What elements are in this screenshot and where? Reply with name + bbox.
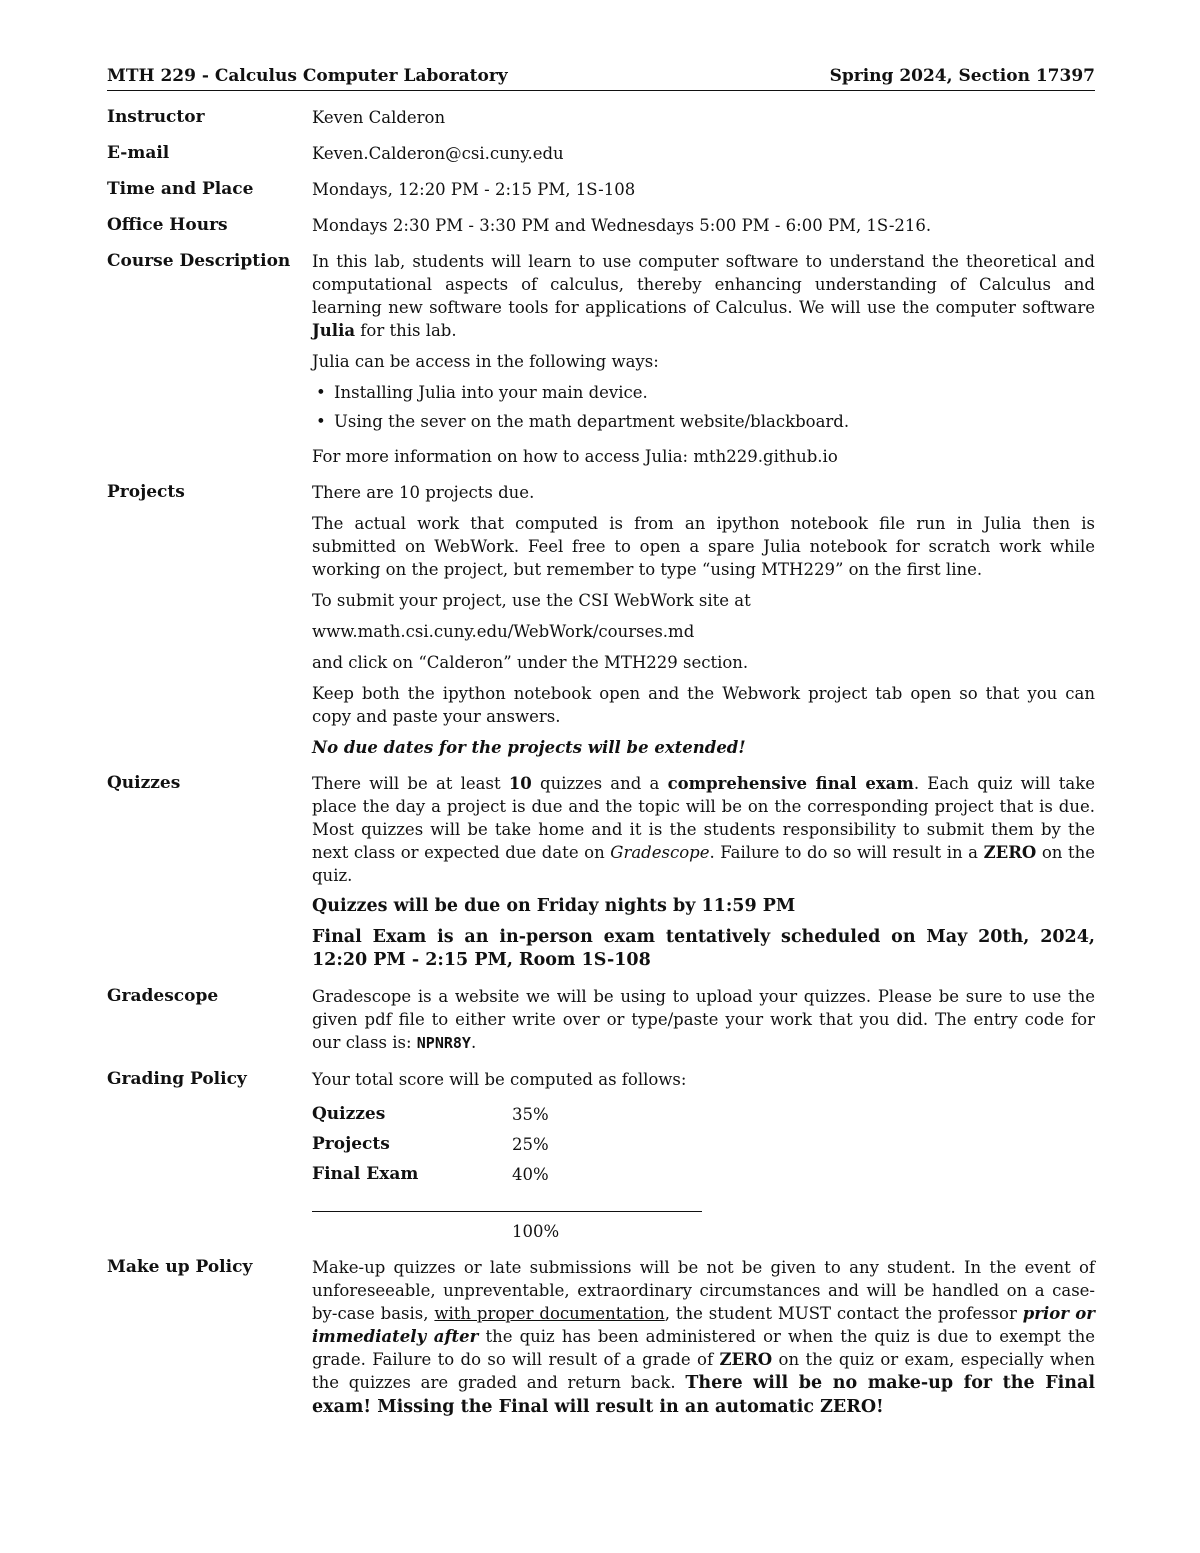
email-value: Keven.Calderon@csi.cuny.edu [312, 144, 564, 163]
grading-policy-row [107, 1068, 1095, 1243]
office-hours-row [107, 214, 1095, 237]
gradescope-description: Gradescope is a website we will be using to upload your quizzes. Please be sure to use the given pdf file to either write over or type/paste your work that you did. The entry code for our class is: NPNR8Y. [312, 987, 1095, 1052]
page-header [107, 66, 1095, 91]
office-hours-label: Office Hours [107, 215, 228, 235]
julia-access-intro: Julia can be access in the following ways: [312, 352, 659, 371]
course-description-body [312, 250, 1095, 468]
grading-policy-label: Grading Policy [107, 1069, 247, 1089]
gradescope-label: Gradescope [107, 986, 219, 1006]
instructor-value: Keven Calderon [312, 108, 446, 127]
bullet-icon: • [316, 383, 326, 402]
julia-info-link[interactable]: mth229.github.io [693, 447, 838, 466]
list-item: • Using the sever on the math department website/blackboard. [316, 412, 850, 431]
projects-label: Projects [107, 482, 185, 502]
email-label: E-mail [107, 143, 170, 163]
final-exam-notice: Final Exam is an in-person exam tentatively scheduled on May 20th, 2024, 12:20 PM - 2:15 PM, Room 1S-108 [312, 927, 1095, 970]
projects-submit-instructions: To submit your project, use the CSI WebWork site at [312, 591, 751, 610]
julia-name: Julia [312, 321, 356, 340]
list-item: • Installing Julia into your main device. [316, 383, 648, 402]
projects-row [107, 481, 1095, 759]
instructor-row [107, 106, 1095, 129]
projects-count: There are 10 projects due. [312, 483, 535, 502]
projects-no-extension: No due dates for the projects will be extended! [312, 738, 746, 757]
time-place-row [107, 178, 1095, 201]
julia-access-list [312, 381, 1095, 433]
course-description-label: Course Description [107, 251, 291, 271]
quizzes-due-notice: Quizzes will be due on Friday nights by 11:59 PM [312, 896, 796, 916]
projects-work-description: The actual work that computed is from an ipython notebook file run in Julia then is submitted on WebWork. Feel free to open a spare Julia notebook for scratch work while working on the project, but remember to type “using MTH229” on the first line. [312, 514, 1095, 579]
office-hours-value: Mondays 2:30 PM - 3:30 PM and Wednesdays 5:00 PM - 6:00 PM, 1S-216. [312, 216, 932, 235]
gradescope-row [107, 985, 1095, 1055]
bullet-icon: • [316, 412, 326, 431]
grade-weight: 35% [512, 1104, 549, 1124]
grading-intro: Your total score will be computed as follows: [312, 1070, 687, 1089]
projects-click-instructions: and click on “Calderon” under the MTH229 section. [312, 653, 749, 672]
grade-category: Final Exam [312, 1163, 419, 1184]
time-place-value: Mondays, 12:20 PM - 2:15 PM, 1S-108 [312, 180, 636, 199]
makeup-policy-body [312, 1256, 1095, 1419]
table-row [312, 1129, 549, 1159]
grading-table [312, 1099, 549, 1189]
makeup-policy-text: Make-up quizzes or late submissions will be not be given to any student. In the event of unforeseeable, unpreventable, extraordinary circumstances and will be handled on a case-by-case basis, with proper documentation, the student MUST contact the professor prior or immediately after the quiz has been administered or when the quiz is due to exempt the grade. Failure to do so will result of a grade of ZERO on the quiz or exam, especially when the quizzes are graded and return back. There will be no make-up for the Final exam! Missing the Final will result in an automatic ZERO! [312, 1258, 1096, 1417]
projects-keep-open: Keep both the ipython notebook open and the Webwork project tab open so that you can copy and paste your answers. [312, 684, 1095, 726]
quizzes-body [312, 772, 1095, 972]
makeup-policy-label: Make up Policy [107, 1257, 253, 1277]
course-description-row [107, 250, 1095, 468]
grade-category: Quizzes [312, 1103, 386, 1124]
email-row [107, 142, 1095, 165]
quizzes-label: Quizzes [107, 773, 181, 793]
course-title: MTH 229 - Calculus Computer Laboratory [107, 66, 508, 86]
time-place-label: Time and Place [107, 179, 254, 199]
projects-body [312, 481, 1095, 759]
quizzes-row [107, 772, 1095, 972]
course-description-paragraph: In this lab, students will learn to use computer software to understand the theoretical and computational aspects of calculus, thereby enhancing understanding of Calculus and learning new software tools for applications of Calculus. We will use the computer software Julia for this lab. [312, 252, 1095, 340]
instructor-label: Instructor [107, 107, 205, 127]
table-row [312, 1159, 549, 1189]
final-makeup-warning: There will be no make-up for the Final exam! Missing the Final will result in an automatic ZERO! [312, 1373, 1095, 1417]
quizzes-description: There will be at least 10 quizzes and a comprehensive final exam. Each quiz will take place the day a project is due and the topic will be on the corresponding project that is due. Most quizzes will be take home and it is the students responsibility to submit them by the next class or expected due date on Gradescope. Failure to do so will result in a ZERO on the quiz. [312, 774, 1096, 885]
entry-code: NPNR8Y [416, 1034, 471, 1052]
grade-weight: 25% [512, 1134, 549, 1154]
grade-total: 100% [512, 1222, 560, 1241]
grading-policy-body [312, 1068, 1095, 1243]
syllabus-sections [107, 106, 1095, 1432]
grade-category: Projects [312, 1133, 390, 1154]
makeup-policy-row [107, 1256, 1095, 1419]
table-row [312, 1099, 549, 1129]
term-section: Spring 2024, Section 17397 [829, 66, 1095, 86]
gradescope-body [312, 985, 1095, 1055]
grade-weight: 40% [512, 1164, 549, 1184]
webwork-url[interactable]: www.math.csi.cuny.edu/WebWork/courses.md [312, 622, 695, 641]
julia-more-info: For more information on how to access Julia: mth229.github.io [312, 447, 838, 466]
